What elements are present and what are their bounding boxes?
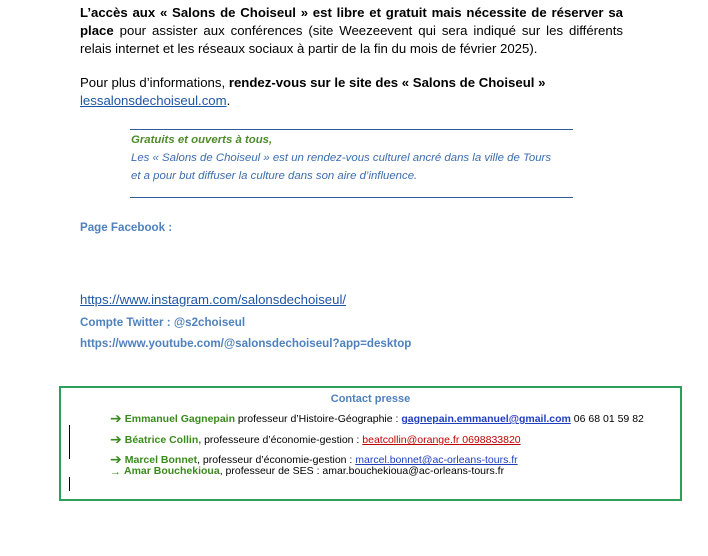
info-suffix: . [226, 93, 231, 108]
text-cursor-mark [69, 425, 70, 459]
facebook-label: Page Facebook : [80, 221, 173, 234]
intro-bold: L’accès aux « Salons de Choiseul » est libre et gratuit mais nécessite de réserver sa place [80, 5, 623, 38]
contact-name: Amar Bouchekioua [124, 465, 220, 477]
contact-role: professeur d’Histoire-Géographie : [235, 413, 402, 425]
contact-row-gagnepain [110, 410, 644, 427]
info-paragraph [80, 74, 623, 110]
contact-phone: 06 68 01 59 82 [570, 413, 644, 425]
contact-name: Marcel Bonnet [124, 454, 198, 466]
contact-role: professeure d’économie-gestion : [204, 434, 363, 446]
info-bold: rendez-vous sur le site des « Salons de Choiseul » [228, 75, 546, 90]
website-link[interactable]: lessalonsdechoiseul.com [80, 93, 227, 108]
quote-top-rule [130, 129, 573, 130]
contact-name: Béatrice Collin, [124, 434, 205, 446]
info-prefix: Pour plus d’informations, [80, 75, 229, 90]
contact-role: , professeur d’économie-gestion : [197, 454, 356, 466]
contact-row-collin [110, 431, 521, 448]
instagram-link[interactable]: https://www.instagram.com/salonsdechoiseul/ [80, 292, 347, 307]
quote-bottom-rule [130, 197, 573, 198]
contact-email-link[interactable]: marcel.bonnet@ac-orleans-tours.fr [355, 454, 518, 466]
contact-name: Emmanuel Gagnepain [124, 413, 236, 425]
intro-paragraph [80, 4, 623, 58]
quote-line-1: Les « Salons de Choiseul » est un rendez-vous culturel ancré dans la ville de Tours [131, 152, 552, 164]
right-arrow-icon: → [110, 466, 121, 478]
twitter-label: Compte Twitter : @s2choiseul [80, 316, 246, 329]
youtube-link[interactable]: https://www.youtube.com/@salonsdechoiseul?app=desktop [80, 337, 412, 350]
right-arrow-icon: ➔ [110, 431, 122, 447]
contact-row-bouchekioua [110, 465, 504, 478]
contact-title: Contact presse [330, 393, 411, 405]
right-arrow-icon: ➔ [110, 410, 122, 426]
quote-line-2: et a pour but diffuser la culture dans son aire d’influence. [131, 170, 418, 182]
quote-heading: Gratuits et ouverts à tous, [131, 134, 273, 146]
intro-rest: pour assister aux conférences (site Weezeevent qui sera indiqué sur les différents relais internet et les réseaux sociaux à partir de la fin du mois de février 2025). [80, 23, 623, 56]
contact-email-link[interactable]: beatcollin@orange.fr [362, 434, 460, 446]
contact-phone: 0698833820 [459, 434, 521, 446]
quote-block [131, 131, 573, 185]
text-cursor-mark [69, 477, 70, 491]
right-arrow-icon: ➔ [110, 451, 122, 467]
contact-email-link[interactable]: gagnepain.emmanuel@gmail.com [401, 413, 571, 425]
contact-role: , professeur de SES : amar.bouchekioua@ac-orleans-tours.fr [219, 465, 505, 477]
contact-box [59, 386, 682, 501]
